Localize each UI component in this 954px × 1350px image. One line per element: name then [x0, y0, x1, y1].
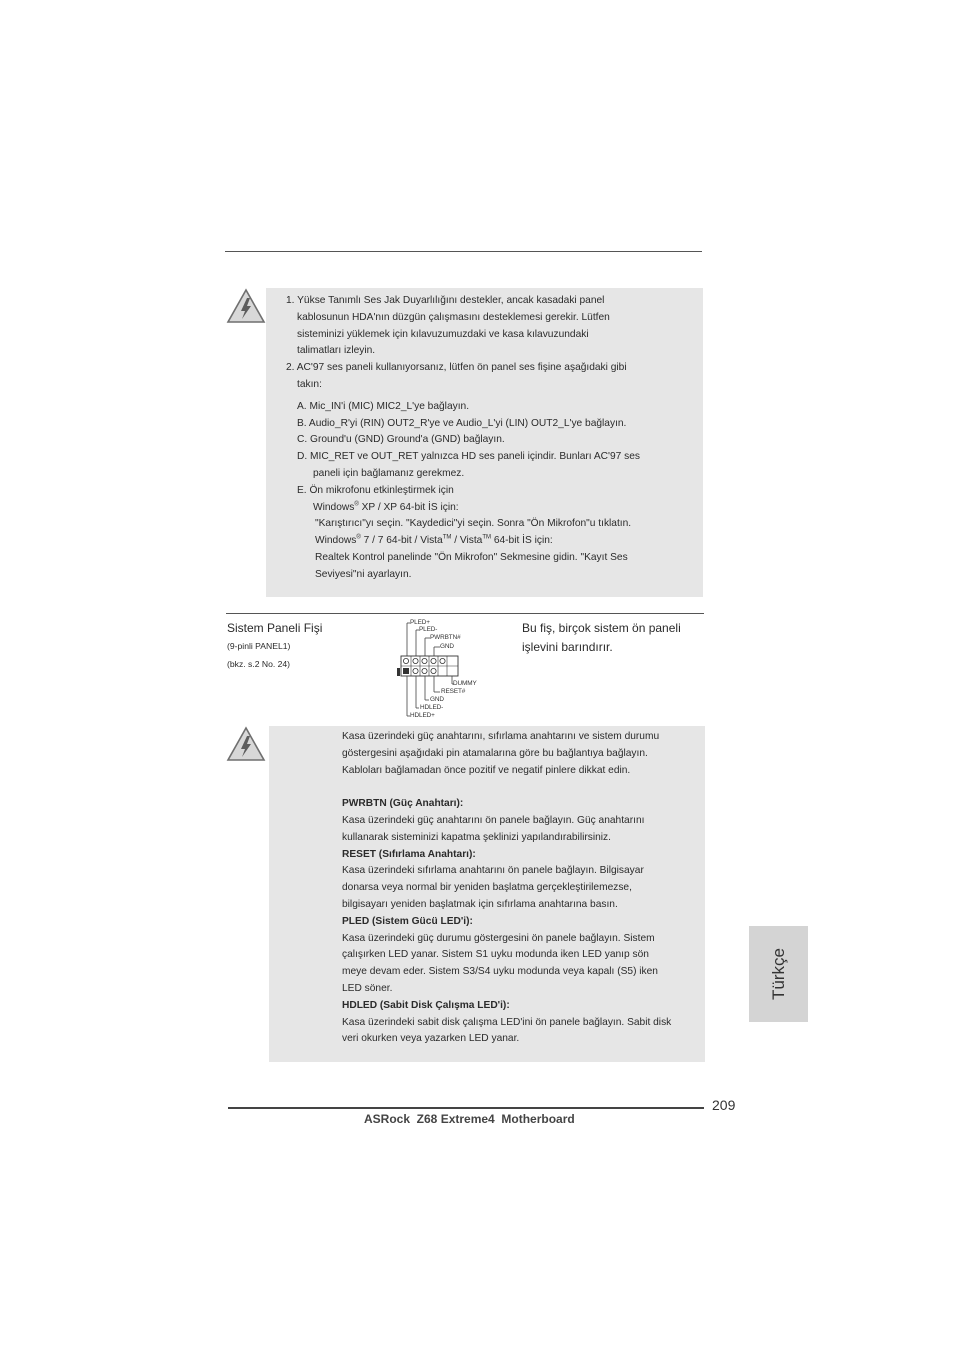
win7-text: Windows [315, 535, 357, 547]
pin-label-hdled-minus: HDLED- [420, 704, 444, 711]
note1-line-a: A. Mic_IN'i (MIC) MIC2_L'ye bağlayın. [297, 400, 470, 412]
panel-header-desc2: işlevini barındırır. [522, 640, 613, 654]
pled-line-3: meye devam eder. Sistem S3/S4 uyku modunda veya kapalı (S5) iken [342, 966, 658, 978]
win-xp-text: Windows [313, 501, 355, 513]
note2-intro-3: Kabloları bağlamadan önce pozitif ve negatif pinlere dikkat edin. [342, 764, 631, 776]
warning-icon [226, 288, 266, 324]
reset-line-2: donarsa veya normal bir yeniden başlatma gerçekleştirilemezse, [342, 882, 632, 894]
note1-line-d2: paneli için bağlamanız gerekmez. [313, 467, 465, 479]
panel-header-title: Sistem Paneli Fişi [227, 621, 323, 635]
panel-header-sub2: (bkz. s.2 No. 24) [227, 659, 291, 669]
language-tab-label: Türkçe [768, 948, 788, 1000]
note1-line-d: D. MIC_RET ve OUT_RET yalnızca HD ses paneli içindir. Bunları AC'97 ses [297, 451, 640, 463]
pled-title: PLED (Sistem Gücü LED'i): [342, 915, 473, 927]
note1-line-mixer: "Karıştırıcı"yı seçin. "Kaydedici"yi seçin. Sonra "Ön Mikrofon"u tıklatın. [315, 518, 632, 530]
note1-line-6: takın: [297, 378, 322, 390]
win7-text-d: 64-bit İS için: [491, 535, 553, 547]
note1-line-e: E. Ön mikrofonu etkinleştirmek için [297, 484, 454, 496]
hdled-title: HDLED (Sabit Disk Çalışma LED'i): [342, 999, 510, 1011]
note2-intro-2: göstergesini aşağıdaki pin atamalarına göre bu bağlantıya bağlayın. [342, 747, 648, 759]
note2-intro-1: Kasa üzerindeki güç anahtarını, sıfırlama anahtarını ve sistem durumu [342, 731, 660, 742]
note1-line-realtek: Realtek Kontrol panelinde "Ön Mikrofon" Sekmesine gidin. "Kayıt Ses [315, 551, 628, 563]
reset-line-1: Kasa üzerindeki sıfırlama anahtarını ön panele bağlayın. Bilgisayar [342, 865, 644, 877]
pin-label-gnd-bottom: GND [430, 696, 444, 703]
panel-note-text [342, 729, 708, 1048]
note1-line-5: 2. AC'97 ses paneli kullanıyorsanız, lütfen ön panel ses fişine aşağıdaki gibi [286, 362, 627, 374]
win7-sup1: ® [356, 534, 361, 541]
warning-icon [226, 726, 266, 762]
reset-line-3: bilgisayarı yeniden başlatmak için sıfırlama anahtarına basın. [342, 898, 618, 910]
note1-line-4: talimatları izleyin. [297, 345, 376, 357]
win-xp-rest: XP / XP 64-bit İS için: [358, 501, 459, 513]
win-xp-sup: ® [354, 501, 359, 508]
pin-label-gnd-top: GND [440, 643, 454, 650]
language-tab [749, 926, 808, 1022]
note1-win7 [286, 533, 696, 550]
pled-line-4: LED söner. [342, 982, 393, 994]
reset-title: RESET (Sıfırlama Anahtarı): [342, 848, 476, 860]
note1-line-2: kablosunun HDA'nın düzgün çalışmasını desteklemesi gerekir. Lütfen [297, 311, 610, 323]
pled-line-2: çalışırken LED yanar. Sistem S1 uyku modunda iken LED yanıp sön [342, 949, 649, 961]
hdled-line-2: veri okurken veya yazarken LED yanar. [342, 1033, 520, 1045]
pled-line-1: Kasa üzerindeki güç durumu göstergesini ön panele bağlayın. Sistem [342, 932, 655, 944]
pin-label-hdled-plus: HDLED+ [410, 712, 435, 719]
footer-divider [228, 1107, 704, 1109]
pin-label-pwrbtn: PWRBTN# [430, 634, 461, 641]
page-number: 209 [712, 1097, 736, 1113]
pwrbtn-title: PWRBTN (Güç Anahtarı): [342, 798, 464, 810]
win7-sup2: TM [442, 534, 452, 541]
panel-pin-diagram [396, 618, 486, 722]
panel-header-sub1: (9-pinli PANEL1) [227, 641, 291, 651]
win7-text-c: / Vista [451, 535, 483, 547]
win7-text-b: 7 / 7 64-bit / Vista [360, 535, 443, 547]
pin-label-pled-plus: PLED+ [410, 619, 430, 626]
top-divider [225, 251, 702, 252]
hdled-line-1: Kasa üzerindeki sabit disk çalışma LED'ini ön panele bağlayın. Sabit disk [342, 1016, 672, 1028]
pwrbtn-line-1: Kasa üzerindeki güç anahtarını ön panele bağlayın. Güç anahtarını [342, 814, 645, 826]
panel-header-desc1: Bu fiş, birçok sistem ön paneli [522, 621, 681, 635]
win7-sup3: TM [482, 534, 491, 541]
pin-label-reset: RESET# [441, 688, 466, 695]
note1-line-b: B. Audio_R'yi (RIN) OUT2_R'ye ve Audio_L'yi (LIN) OUT2_L'ye bağlayın. [297, 417, 627, 429]
pin-label-pled-minus: PLED- [419, 626, 438, 633]
note1-line-3: sisteminizi yüklemek için kılavuzumuzdaki ve kasa kılavuzundaki [297, 328, 589, 340]
note1-line-c: C. Ground'u (GND) Ground'a (GND) bağlayın. [297, 434, 505, 446]
audio-note-text [286, 293, 696, 584]
product-name: ASRock Z68 Extreme4 Motherboard [364, 1112, 575, 1126]
note1-line-1: 1. Yükse Tanımlı Ses Jak Duyarlılığını destekler, ancak kasadaki panel [286, 295, 605, 306]
pin-label-dummy: DUMMY [453, 680, 477, 687]
pwrbtn-line-2: kullanarak sisteminizi kapatma şeklinizi yapılandırabilirsiniz. [342, 831, 611, 843]
note1-win-xp [286, 500, 696, 517]
note1-line-level: Seviyesi"ni ayarlayın. [315, 568, 412, 580]
section-divider [226, 613, 704, 614]
